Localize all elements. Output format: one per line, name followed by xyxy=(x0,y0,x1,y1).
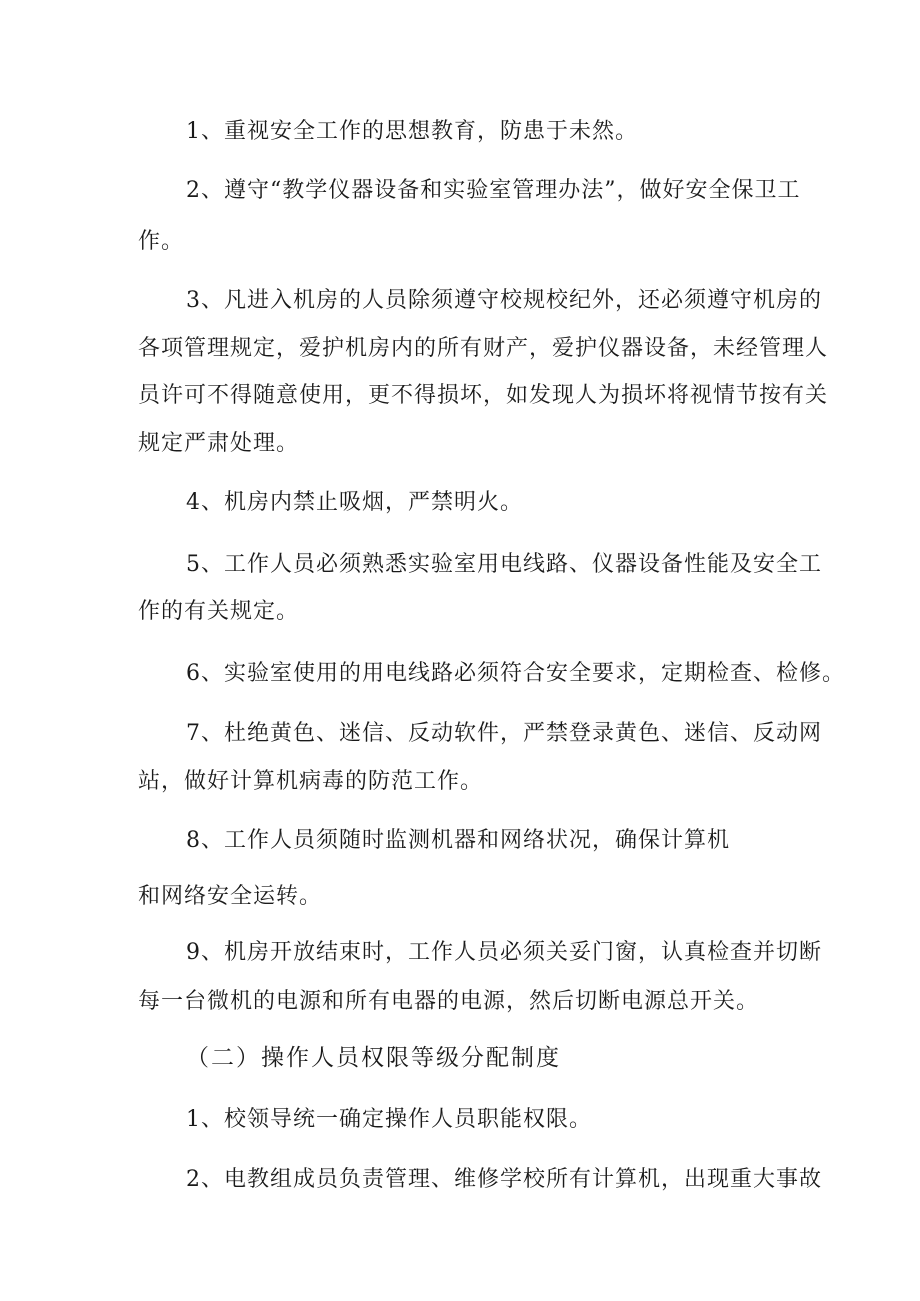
paragraph-line: 2、遵守“教学仪器设备和实验室管理办法”，做好安全保卫工 xyxy=(186,178,801,203)
paragraph-line: 4、机房内禁止吸烟，严禁明火。 xyxy=(186,490,523,515)
paragraph-line: 规定严肃处理。 xyxy=(138,431,300,456)
paragraph-line: 2、电教组成员负责管理、维修学校所有计算机，出现重大事故 xyxy=(186,1167,822,1192)
paragraph-line: 和网络安全运转。 xyxy=(138,884,323,909)
paragraph-line: 1、重视安全工作的思想教育，防患于未然。 xyxy=(186,119,638,144)
paragraph-line: 作。 xyxy=(138,229,185,254)
paragraph-line: 作的有关规定。 xyxy=(138,599,300,624)
paragraph-line: 每一台微机的电源和所有电器的电源，然后切断电源总开关。 xyxy=(138,989,760,1014)
section-heading: （二）操作人员权限等级分配制度 xyxy=(186,1045,561,1071)
paragraph-line: 站，做好计算机病毒的防范工作。 xyxy=(138,769,484,794)
paragraph-line: 1、校领导统一确定操作人员职能权限。 xyxy=(186,1107,592,1132)
paragraph-line: 5、工作人员必须熟悉实验室用电线路、仪器设备性能及安全工 xyxy=(186,552,822,577)
paragraph-line: 8、工作人员须随时监测机器和网络状况，确保计算机 xyxy=(186,828,730,853)
paragraph-line: 员许可不得随意使用，更不得损坏，如发现人为损坏将视情节按有关 xyxy=(138,383,829,408)
paragraph-line: 9、机房开放结束时，工作人员必须关妥门窗，认真检查并切断 xyxy=(186,940,822,965)
paragraph-line: 7、杜绝黄色、迷信、反动软件，严禁登录黄色、迷信、反动网 xyxy=(186,721,822,746)
paragraph-line: 3、凡进入机房的人员除须遵守校规校纪外，还必须遵守机房的 xyxy=(186,288,822,313)
paragraph-line: 6、实验室使用的用电线路必须符合安全要求，定期检查、检修。 xyxy=(186,661,845,686)
paragraph-line: 各项管理规定，爱护机房内的所有财产，爱护仪器设备，未经管理人 xyxy=(138,336,829,361)
